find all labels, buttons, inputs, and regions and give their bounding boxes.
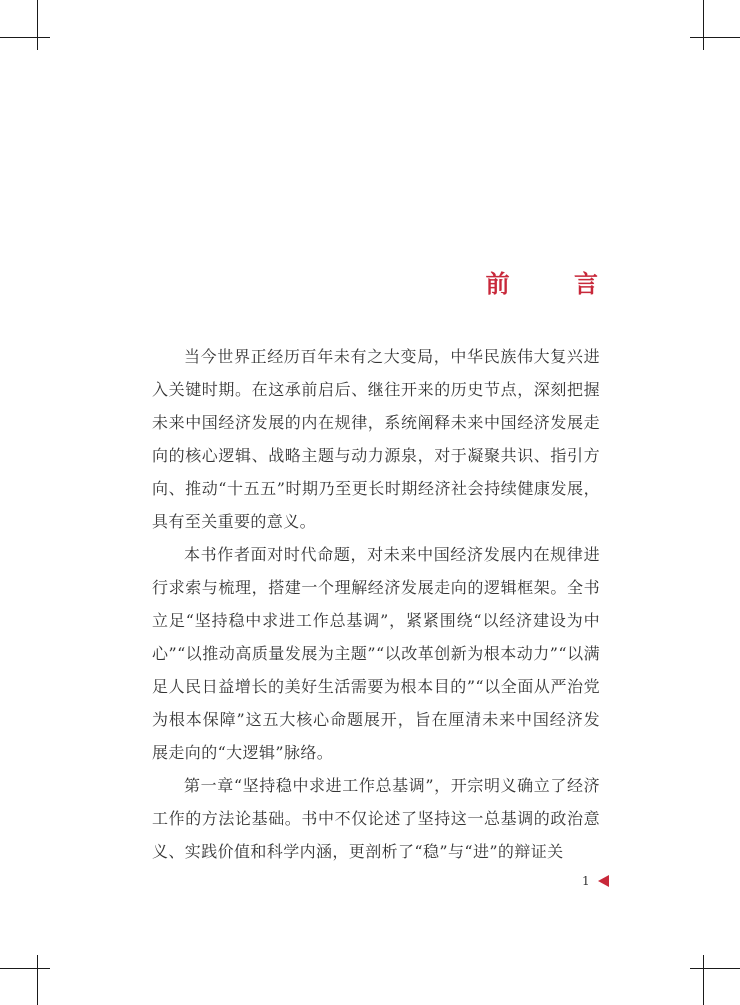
crop-mark — [690, 37, 740, 38]
paragraph: 当今世界正经历百年未有之大变局，中华民族伟大复兴进入关键时期。在这承前启后、继往开来的历史节点，深刻把握未来中国经济发展的内在规律，系统阐释未来中国经济发展走向的核心逻辑、战略主题与动力源泉，对于凝聚共识、指引方向、推动“十五五”时期乃至更长时期经济社会持续健康发展，具有至关重要的意义。 — [152, 347, 600, 531]
crop-mark — [0, 968, 50, 969]
triangle-marker-icon — [598, 875, 609, 887]
crop-mark — [37, 955, 38, 1005]
crop-mark — [703, 955, 704, 1005]
crop-mark — [0, 37, 50, 38]
page-footer — [582, 872, 609, 890]
crop-mark — [703, 0, 704, 50]
paragraph: 本书作者面对时代命题，对未来中国经济发展内在规律进行求索与梳理，搭建一个理解经济发展走向的逻辑框架。全书立足“坚持稳中求进工作总基调”，紧紧围绕“以经济建设为中心”“以推动高质量发展为主题”“以改革创新为根本动力”“以满足人民日益增长的美好生活需要为根本目的”“以全面从严治党为根本保障”这五大核心命题展开，旨在厘清未来中国经济发展走向的“大逻辑”脉络。 — [152, 545, 600, 762]
page-title: 前 言 — [485, 269, 626, 299]
page-number: 1 — [582, 874, 590, 888]
crop-mark — [37, 0, 38, 50]
crop-mark — [690, 968, 740, 969]
body-text — [152, 340, 600, 868]
paragraph: 第一章“坚持稳中求进工作总基调”，开宗明义确立了经济工作的方法论基础。书中不仅论述了坚持这一总基调的政治意义、实践价值和科学内涵，更剖析了“稳”与“进”的辩证关 — [152, 776, 600, 861]
